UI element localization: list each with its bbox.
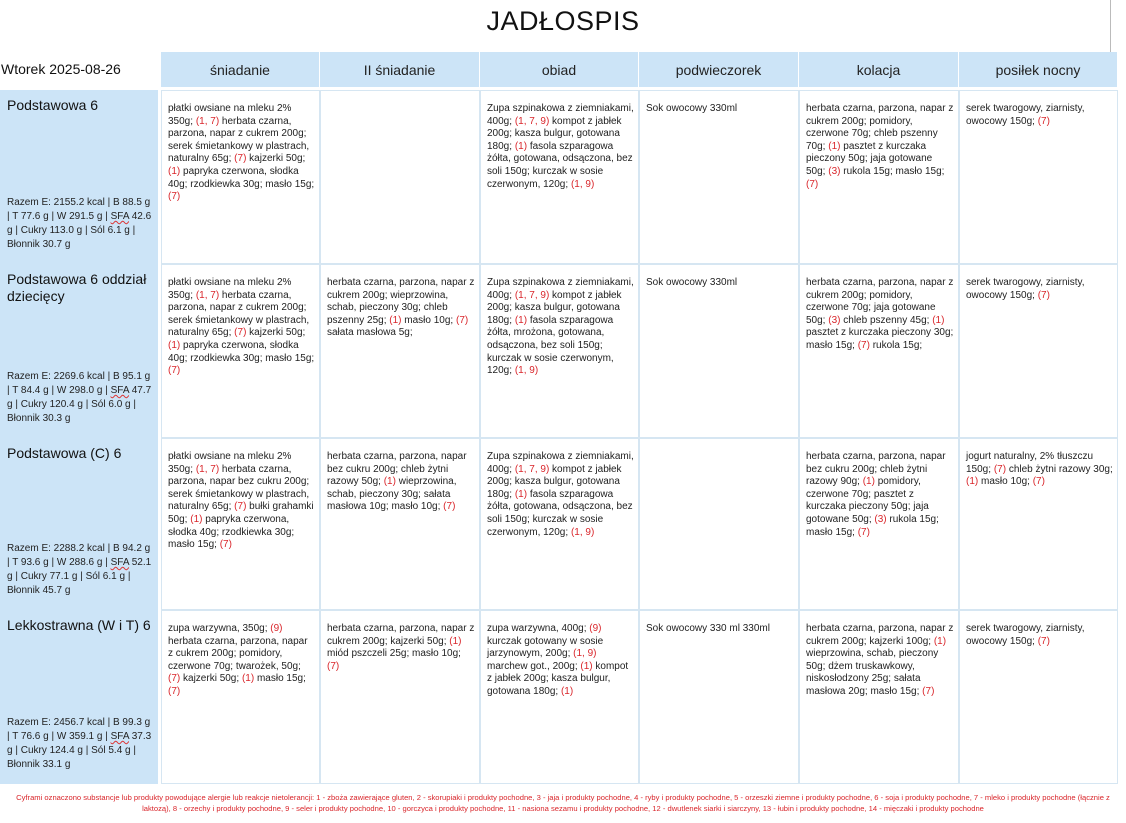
allergen-code: (7) (455, 314, 469, 326)
allergen-code: (7) (443, 501, 456, 513)
text-segment: kurczak gotowany w sosie jarzynowym, 200g; (487, 635, 604, 660)
text-segment: kompot z jabłek 200g; kasza bulgur, gotowana 180g; (487, 463, 622, 500)
text-segment: papryka czerwona, słodka 40g; rzodkiewka 30g; masło 15g; (168, 513, 295, 551)
page-title: JADŁOSPIS (486, 6, 640, 36)
allergen-code: (1) (933, 635, 947, 647)
meal-cell (639, 610, 799, 784)
text-segment: serek twarogowy, ziarnisty, owocowy 150g; (966, 623, 1085, 647)
text-segment: Razem E: 2155.2 kcal | B 88.5 g | T 77.6 g | W 291.5 g | (7, 197, 151, 222)
text-segment: pasztet z kurczaka pieczony 50g; jaja gotowane 50g; (806, 140, 933, 177)
allergen-code: (1) (389, 314, 402, 326)
meal-cell (799, 90, 959, 264)
sfa-label: SFA (110, 731, 129, 742)
allergen-code: (1) (383, 476, 396, 488)
meal-cell (161, 264, 320, 438)
text-segment: serek twarogowy, ziarnisty, owocowy 150g; (966, 277, 1085, 301)
allergen-code: (7) (1032, 476, 1045, 488)
allergen-code: (7) (234, 153, 247, 165)
text-segment: Zupa szpinakowa z ziemniakami, 400g; (487, 277, 634, 301)
text-segment: 42.6 g | Cukry 113.0 g | Sól 6.1 g | Błonnik 30.7 g (7, 211, 152, 250)
meal-cell (161, 438, 320, 610)
text-segment: 37.3 g | Cukry 124.4 g | Sól 5.4 g | Błonnik 33.1 g (7, 731, 152, 770)
text-segment: bułki grahamki 50g; (168, 501, 314, 525)
meal-cell (320, 264, 480, 438)
diet-label-cell (0, 438, 158, 610)
diet-label-cell (0, 90, 158, 264)
text-segment: fasola szparagowa żółta, mrożona, gotowana, odsączona, bez soli 150g; kurczak w sosie czerwonym, 120g; (487, 314, 614, 377)
text-segment: 52.1 g | Cukry 77.1 g | Sól 6.1 g | Błonnik 45.7 g (7, 557, 152, 596)
meal-cell (480, 264, 639, 438)
text-segment: herbata czarna, parzona, napar z cukrem 200g; wieprzowina, schab, pieczony 30g; chleb pszenny 25g; (327, 277, 475, 326)
sfa-label: SFA (110, 211, 129, 222)
meal-cell (320, 90, 480, 264)
meal-cell (161, 610, 320, 784)
text-segment: kompot z jabłek 200g; kasza bulgur, gotowana 180g; (487, 660, 629, 697)
allergen-code: (9) (270, 623, 283, 634)
nutrition-summary (7, 196, 154, 252)
allergen-code: (7) (922, 685, 935, 697)
meal-cell (639, 90, 799, 264)
text-segment: herbata czarna, parzona, napar bez cukru 200g; chleb żytni razowy 50g; (327, 451, 467, 488)
meal-header: kolacja (799, 52, 958, 87)
text-segment: kajzerki 50g; (246, 153, 306, 165)
allergen-code: (7) (1037, 115, 1050, 127)
allergen-code: (1, 9) (570, 526, 595, 538)
text-segment: kajzerki 50g; (246, 327, 306, 339)
diet-label-cell (0, 264, 158, 438)
allergen-code: (1) (560, 685, 574, 697)
allergen-code: (1, 9) (573, 648, 597, 660)
allergen-code: (1) (449, 635, 462, 647)
text-segment: kajzerki 50g; (180, 673, 242, 685)
meal-cell (480, 438, 639, 610)
allergen-code: (1) (966, 476, 979, 488)
meal-header: śniadanie (161, 52, 319, 87)
text-segment: pomidory, czerwone 70g; pasztet z kurczaka pieczony 50g; jaja gotowane 50g; (806, 476, 929, 525)
allergen-code: (7) (857, 526, 870, 538)
text-segment: papryka czerwona, słodka 40g; rzodkiewka 30g; masło 15g; (168, 339, 315, 364)
text-segment: papryka czerwona, słodka 40g; rzodkiewka 30g; masło 15g; (168, 165, 315, 190)
meal-cell (959, 264, 1118, 438)
text-segment: płatki owsiane na mleku 2% 350g; (168, 451, 292, 475)
meal-cell (320, 438, 480, 610)
allergen-code: (1) (514, 488, 528, 500)
diet-name: Lekkostrawna (W i T) 6 (7, 617, 151, 633)
diet-name: Podstawowa 6 oddział dziecięcy (7, 271, 147, 304)
meal-header: podwieczorek (639, 52, 798, 87)
text-segment: płatki owsiane na mleku 2% 350g; (168, 103, 292, 127)
diet-label-cell (0, 610, 158, 784)
allergen-code: (9) (589, 623, 602, 634)
meal-header: II śniadanie (320, 52, 479, 87)
allergen-code: (7) (857, 339, 870, 351)
date-label: Wtorek 2025-08-26 (1, 61, 121, 77)
allergen-code: (7) (168, 191, 181, 203)
meal-cell (799, 610, 959, 784)
text-segment: masło 10g; (401, 314, 456, 326)
text-segment: Razem E: 2456.7 kcal | B 99.3 g | T 76.6 g | W 359.1 g | (7, 717, 151, 742)
allergen-code: (1, 7, 9) (514, 289, 550, 301)
meal-cell (959, 90, 1118, 264)
nutrition-summary (7, 716, 154, 772)
allergen-code: (1) (241, 673, 255, 685)
text-segment: wieprzowina, schab, pieczony 50g; dżem truskawkowy, niskosłodzony 25g; sałata masłowa 20g; masło 15g; (806, 648, 939, 697)
text-segment: masło 10g; (978, 476, 1033, 488)
text-segment: herbata czarna, parzona, napar z cukrem 200g; pomidory, czerwone 70g; jaja gotowane 50g; (806, 277, 954, 326)
allergen-code: (7) (806, 178, 819, 190)
text-segment: jogurt naturalny, 2% tłuszczu 150g; (966, 451, 1094, 475)
allergen-code: (7) (234, 327, 247, 339)
allergen-code: (7) (327, 660, 340, 672)
meal-cell (480, 90, 639, 264)
text-segment: miód pszczeli 25g; masło 10g; (327, 648, 461, 660)
text-segment: zupa warzywna, 350g; (168, 623, 271, 634)
allergen-code: (1, 7, 9) (514, 115, 550, 127)
text-segment: chleb pszenny 45g; (840, 314, 933, 326)
text-segment: pasztet z kurczaka pieczony 30g; masło 15g; (806, 327, 954, 351)
allergen-code: (7) (1037, 635, 1050, 647)
allergen-code: (1) (168, 339, 181, 351)
text-segment: rukola 15g; masło 15g; (806, 513, 939, 538)
text-segment: serek twarogowy, ziarnisty, owocowy 150g; (966, 103, 1085, 127)
text-segment: kompot z jabłek 200g; kasza bulgur, gotowana 180g; (487, 289, 622, 326)
text-segment: 47.7 g | Cukry 120.4 g | Sól 6.0 g | Błonnik 30.3 g (7, 385, 152, 424)
text-segment: herbata czarna, parzona, napar z cukrem 200g; serek śmietankowy w plastrach, naturalny 65g; (168, 289, 310, 339)
allergen-code: (3) (828, 165, 841, 177)
allergen-code: (7) (993, 463, 1007, 475)
text-segment: marchew got., 200g; (487, 660, 581, 672)
text-segment: chleb żytni razowy 30g; (1006, 463, 1113, 475)
sfa-label: SFA (110, 557, 129, 568)
allergen-code: (1, 9) (570, 178, 595, 190)
allergen-code: (7) (1037, 289, 1050, 301)
text-segment: sałata masłowa 5g; (327, 327, 413, 339)
meal-cell (480, 610, 639, 784)
allergen-code: (7) (168, 685, 181, 697)
nutrition-summary (7, 370, 154, 426)
text-segment: płatki owsiane na mleku 2% 350g; (168, 277, 292, 301)
allergen-code: (7) (219, 539, 232, 551)
allergen-code: (1, 9) (514, 365, 539, 377)
text-segment: Razem E: 2269.6 kcal | B 95.1 g | T 84.4 g | W 298.0 g | (7, 371, 151, 396)
allergen-code: (1, 7, 9) (514, 463, 550, 475)
text-segment: rukola 15g; masło 15g; (840, 165, 945, 177)
allergen-legend: Cyframi oznaczono substancje lub produkty powodujące alergie lub reakcje nietolerancji: 1 - zboża zawierające gluten, 2 - skorupiaki i produkty pochodne, 3 - jaja i produkty pochodne, 4 - ryby i produkty pochodne, 5 - orzeszki ziemne i produkty pochodne, 6 - soja i produkty pochodne, 7 - mleko i produkty pochodne (łącznie z laktozą), 8 - orzechy i produkty pochodne, 9 - seler i produkty pochodne, 10 - gorczyca i produkty pochodne, 11 - nasiona sezamu i produkty pochodne, 12 - dwutlenek siarki i siarczyny, 13 - łubin i produkty pochodne, 14 - mięczaki i produkty pochodne (16, 793, 1110, 813)
meal-cell (161, 90, 320, 264)
allergen-code: (1) (580, 660, 593, 672)
meal-cell (959, 610, 1118, 784)
allergen-code: (7) (234, 501, 247, 513)
allergen-code: (3) (874, 513, 887, 525)
text-segment: Sok owocowy 330 ml 330ml (646, 623, 770, 634)
meal-cell (639, 264, 799, 438)
meal-cell (320, 610, 480, 784)
meal-cell (799, 438, 959, 610)
text-segment: fasola szparagowa żółta, gotowana, odsączona, bez soli 150g; kurczak w sosie czerwonym, 120g; (487, 488, 633, 538)
allergen-code: (1) (514, 314, 528, 326)
text-segment: herbata czarna, parzona, napar z cukrem 200g; pomidory, czerwone 70g; twarożek, 50g; (168, 635, 308, 672)
allergen-code: (1) (862, 476, 875, 488)
text-segment: fasola szparagowa żółta, gotowana, odsączona, bez soli 150g; kurczak w sosie czerwonym, 120g; (487, 140, 633, 190)
allergen-code: (1) (190, 513, 203, 525)
diet-name: Podstawowa 6 (7, 97, 99, 113)
allergen-code: (7) (168, 365, 181, 377)
allergen-code: (1) (514, 140, 528, 152)
text-segment: wieprzowina, schab, pieczony 30g; sałata masłowa 10g; masło 10g; (327, 476, 457, 513)
text-segment: herbata czarna, parzona, napar z cukrem 200g; kajzerki 50g; (327, 623, 475, 647)
nutrition-summary (7, 542, 154, 598)
meal-cell (959, 438, 1118, 610)
allergen-code: (7) (168, 673, 181, 685)
meal-header: obiad (480, 52, 638, 87)
text-segment: Sok owocowy 330ml (646, 277, 738, 288)
allergen-code: (1, 7) (195, 463, 220, 475)
allergen-code: (3) (828, 314, 841, 326)
text-segment: Razem E: 2288.2 kcal | B 94.2 g | T 93.6 g | W 288.6 g | (7, 543, 151, 568)
meal-header: posiłek nocny (959, 52, 1117, 87)
text-segment: herbata czarna, parzona, napar bez cukru 200g; chleb żytni razowy 90g; (806, 451, 946, 488)
text-segment: masło 15g; (254, 673, 306, 685)
text-segment: herbata czarna, parzona, napar z cukrem 200g; pomidory, czerwone 70g; chleb pszenny 70g; (806, 103, 954, 152)
allergen-code: (1) (828, 140, 841, 152)
text-segment: Zupa szpinakowa z ziemniakami, 400g; (487, 451, 634, 475)
allergen-code: (1) (932, 314, 945, 326)
text-segment: herbata czarna, parzona, napar bez cukru 200g; serek śmietankowy w plastrach, naturalny 65g; (168, 463, 310, 513)
diet-name: Podstawowa (C) 6 (7, 445, 122, 461)
text-segment: rukola 15g; (869, 339, 923, 351)
text-segment: Sok owocowy 330ml (646, 103, 738, 114)
text-segment: zupa warzywna, 400g; (487, 623, 590, 634)
text-segment: herbata czarna, parzona, napar z cukrem 200g; serek śmietankowy w plastrach, naturalny 65g; (168, 115, 310, 165)
meal-cell (639, 438, 799, 610)
allergen-code: (1) (168, 165, 181, 177)
text-segment: kompot z jabłek 200g; kasza bulgur, gotowana 180g; (487, 115, 622, 152)
allergen-code: (1, 7) (195, 289, 220, 301)
sfa-label: SFA (110, 385, 129, 396)
meal-cell (799, 264, 959, 438)
text-segment: herbata czarna, parzona, napar z cukrem 200g; kajzerki 100g; (806, 623, 954, 647)
allergen-code: (1, 7) (195, 115, 220, 127)
text-segment: Zupa szpinakowa z ziemniakami, 400g; (487, 103, 634, 127)
